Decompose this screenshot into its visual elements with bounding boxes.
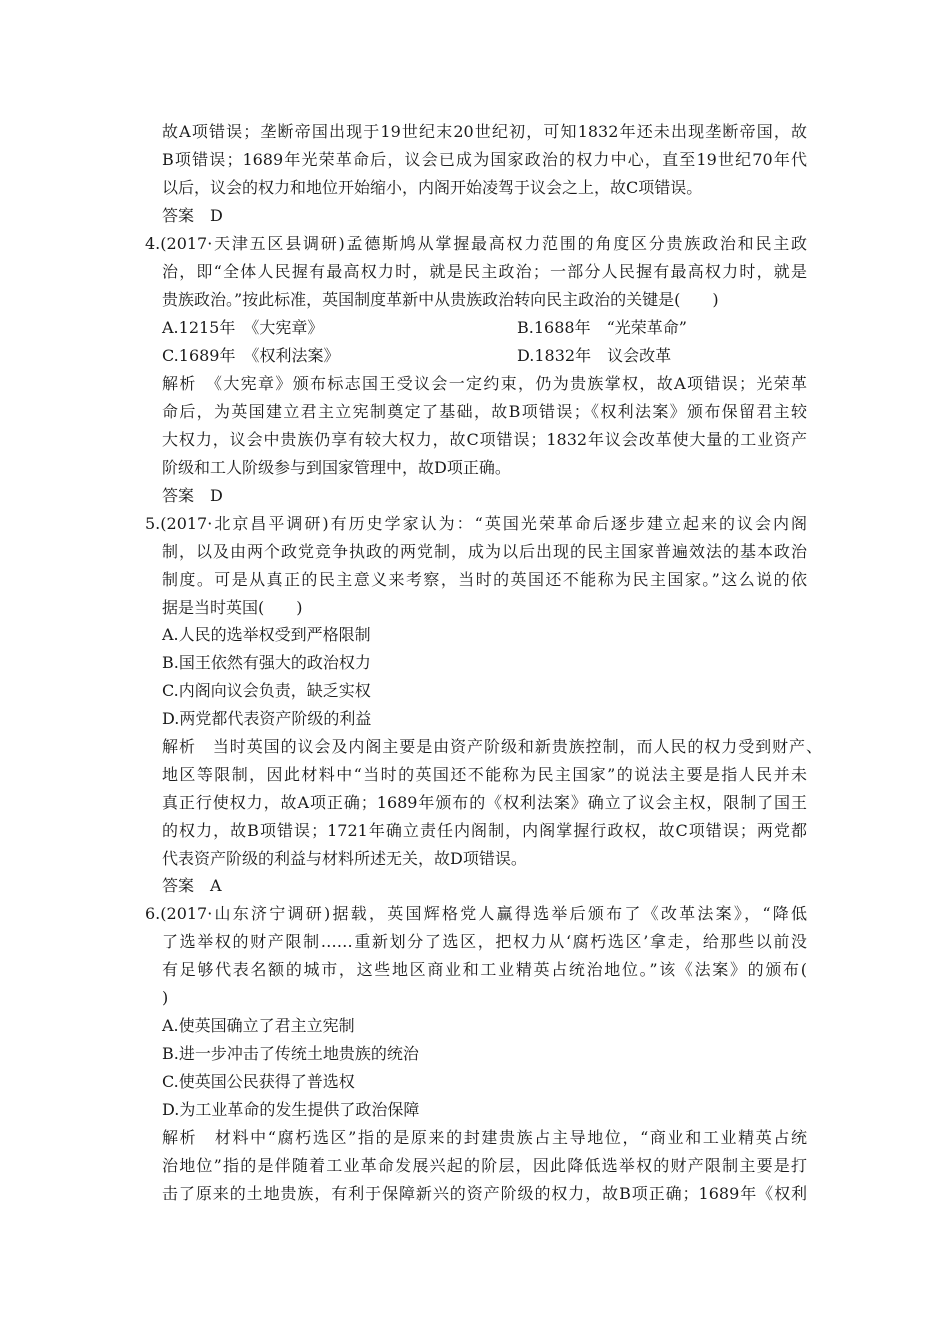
analysis-line: 命后，为英国建立君主立宪制奠定了基础，故B项错误；《权利法案》颁布保留君主较 bbox=[162, 402, 807, 421]
answer-line: 答案 D bbox=[162, 206, 223, 225]
answer-line: 答案 D bbox=[162, 486, 223, 505]
question-4-stem: 4.(2017·天津五区县调研)孟德斯鸠从掌握最高权力范围的角度区分贵族政治和民主政 bbox=[145, 234, 807, 253]
option-a: A.人民的选举权受到严格限制 bbox=[162, 625, 371, 644]
question-4-stem: 治，即“全体人民握有最高权力时，就是民主政治；一部分人民握有最高权力时，就是 bbox=[162, 262, 807, 281]
answer-line: 答案 A bbox=[162, 876, 222, 895]
question-5-stem: 制，以及由两个政党竞争执政的两党制，成为以后出现的民主国家普遍效法的基本政治 bbox=[162, 542, 807, 561]
question-6-stem: 了选举权的财产限制……重新划分了选区，把权力从‘腐朽选区’拿走，给那些以前没 bbox=[162, 932, 807, 951]
analysis-line: 大权力，议会中贵族仍享有较大权力，故C项错误；1832年议会改革使大量的工业资产 bbox=[162, 430, 807, 449]
analysis-line: B项错误；1689年光荣革命后，议会已成为国家政治的权力中心，直至19世纪70年代 bbox=[162, 150, 807, 169]
option-d: D.1832年 议会改革 bbox=[517, 346, 672, 365]
analysis-line: 的权力，故B项错误；1721年确立责任内阁制，内阁掌握行政权，故C项错误；两党都 bbox=[162, 821, 807, 840]
analysis-line: 解析 材料中“腐朽选区”指的是原来的封建贵族占主导地位，“商业和工业精英占统 bbox=[162, 1128, 807, 1147]
analysis-line: 阶级和工人阶级参与到国家管理中，故D项正确。 bbox=[162, 458, 511, 477]
option-c: C.1689年 《权利法案》 bbox=[162, 346, 340, 365]
option-a: A.1215年 《大宪章》 bbox=[162, 318, 324, 337]
option-b: B.1688年 “光荣革命” bbox=[517, 318, 687, 337]
analysis-line: 以后，议会的权力和地位开始缩小，内阁开始凌驾于议会之上，故C项错误。 bbox=[162, 178, 703, 197]
analysis-line: 治地位”指的是伴随着工业革命发展兴起的阶层，因此降低选举权的财产限制主要是打 bbox=[162, 1156, 807, 1175]
question-6-stem: 有足够代表名额的城市，这些地区商业和工业精英占统治地位。”该《法案》的颁布( bbox=[162, 960, 807, 979]
option-b: B.进一步冲击了传统土地贵族的统治 bbox=[162, 1044, 419, 1063]
analysis-line: 代表资产阶级的利益与材料所述无关，故D项错误。 bbox=[162, 849, 527, 868]
analysis-line: 解析 当时英国的议会及内阁主要是由资产阶级和新贵族控制，而人民的权力受到财产、 bbox=[162, 737, 822, 756]
analysis-line: 故A项错误；垄断帝国出现于19世纪末20世纪初，可知1832年还未出现垄断帝国，故 bbox=[162, 122, 807, 141]
question-5-stem: 制度。可是从真正的民主意义来考察，当时的英国还不能称为民主国家。”这么说的依 bbox=[162, 570, 807, 589]
option-d: D.为工业革命的发生提供了政治保障 bbox=[162, 1100, 420, 1119]
analysis-line: 真正行使权力，故A项正确；1689年颁布的《权利法案》确立了议会主权，限制了国王 bbox=[162, 793, 807, 812]
analysis-line: 地区等限制，因此材料中“当时的英国还不能称为民主国家”的说法主要是指人民并未 bbox=[162, 765, 807, 784]
option-b: B.国王依然有强大的政治权力 bbox=[162, 653, 371, 672]
option-c: C.使英国公民获得了普选权 bbox=[162, 1072, 355, 1091]
option-d: D.两党都代表资产阶级的利益 bbox=[162, 709, 372, 728]
question-6-stem: 6.(2017·山东济宁调研)据载，英国辉格党人赢得选举后颁布了《改革法案》，“降低 bbox=[145, 904, 807, 923]
option-a: A.使英国确立了君主立宪制 bbox=[162, 1016, 355, 1035]
question-4-stem: 贵族政治。”按此标准，英国制度革新中从贵族政治转向民主政治的关键是( ) bbox=[162, 290, 719, 309]
option-c: C.内阁向议会负责，缺乏实权 bbox=[162, 681, 371, 700]
question-5-stem: 据是当时英国( ) bbox=[162, 598, 303, 617]
question-5-stem: 5.(2017·北京昌平调研)有历史学家认为：“英国光荣革命后逐步建立起来的议会内阁 bbox=[145, 514, 807, 533]
question-6-stem: ) bbox=[162, 988, 169, 1007]
analysis-line: 解析 《大宪章》颁布标志国王受议会一定约束，仍为贵族掌权，故A项错误；光荣革 bbox=[162, 374, 807, 393]
analysis-line: 击了原来的土地贵族，有利于保障新兴的资产阶级的权力，故B项正确；1689年《权利 bbox=[162, 1184, 807, 1203]
